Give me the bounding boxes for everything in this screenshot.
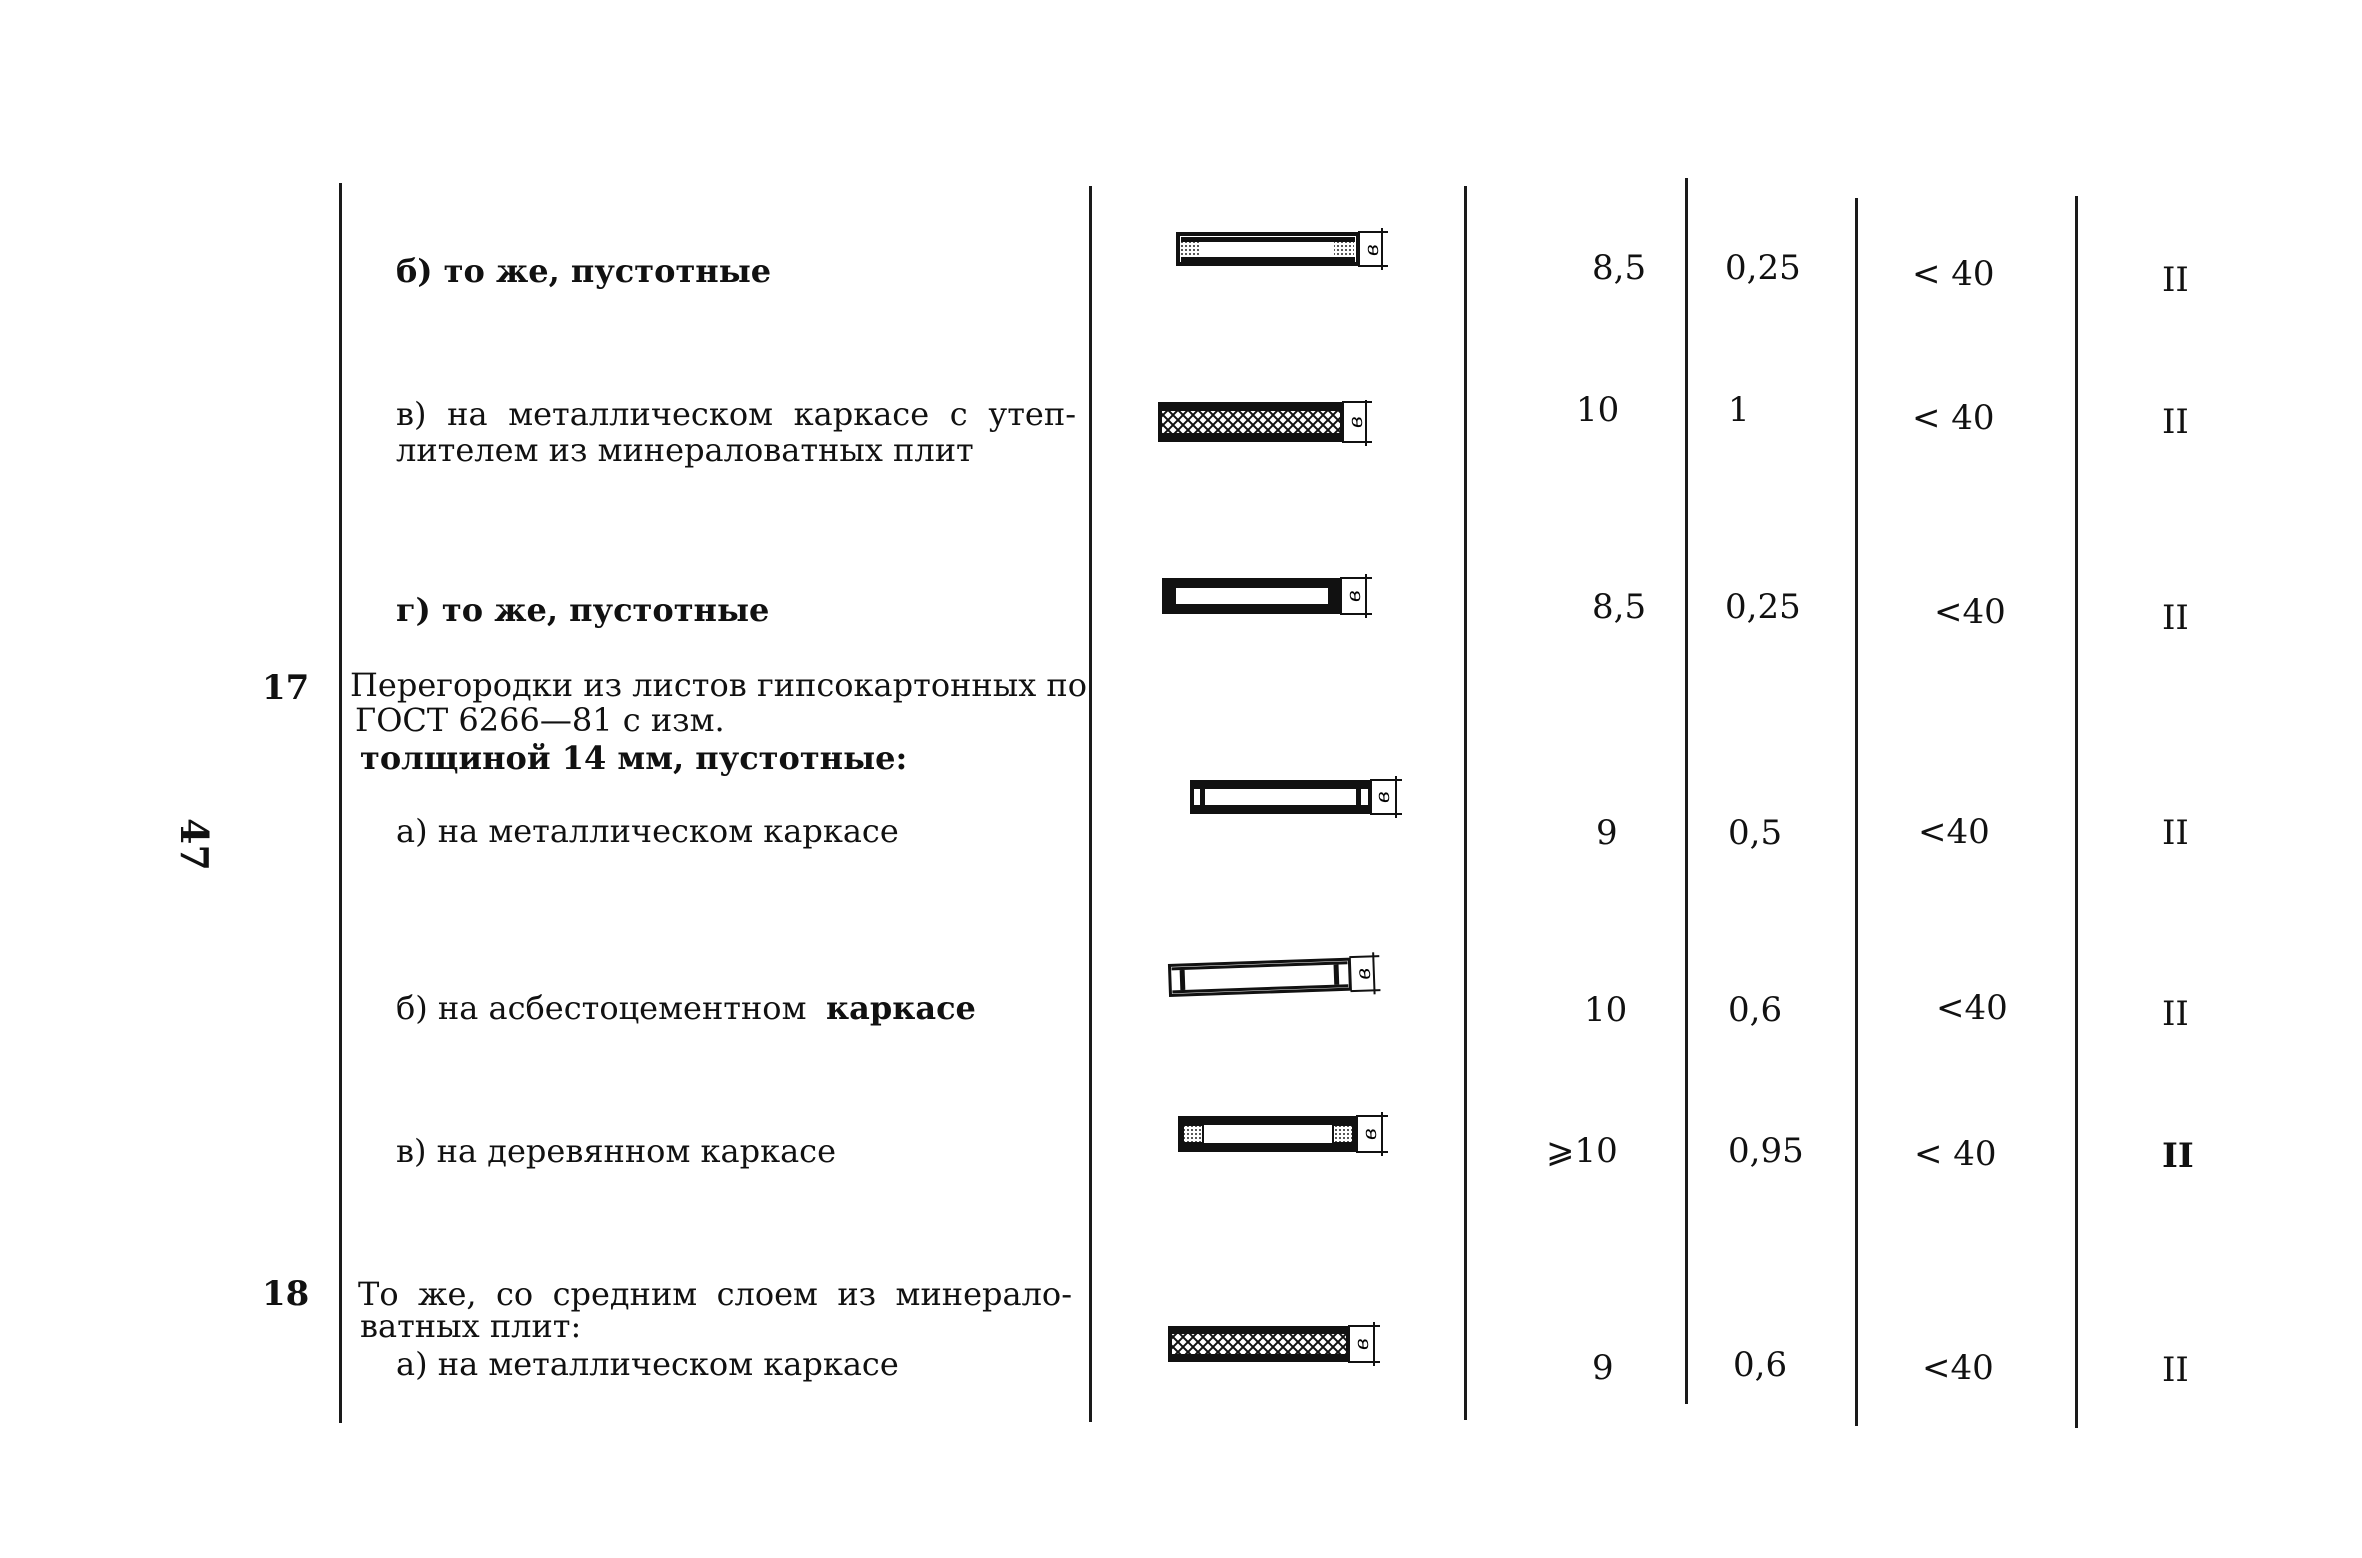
wall-section-hollow-icon	[1168, 952, 1388, 1006]
limit-cell: < 40	[1912, 254, 1995, 294]
wall-section-hollow-icon	[1178, 1112, 1398, 1160]
wall-section-hollow-icon	[1176, 228, 1396, 274]
class-cell: II	[2162, 402, 2189, 442]
coefficient-cell: 0,25	[1725, 587, 1801, 627]
column-divider	[1685, 178, 1688, 1404]
row-description: лителем из минераловатных плит	[396, 431, 974, 469]
row-description: ГОСТ 6266—81 с изм.	[355, 701, 725, 739]
value-cell: 8,5	[1592, 248, 1647, 288]
class-cell: II	[2162, 994, 2189, 1034]
value-cell: 8,5	[1592, 587, 1647, 627]
row-description: Перегородки из листов гипсокартонных по	[350, 666, 1088, 704]
coefficient-cell: 0,5	[1728, 813, 1783, 853]
coefficient-cell: 0,95	[1728, 1131, 1804, 1171]
svg-text:в: в	[1341, 590, 1365, 602]
row-description: толщиной 14 мм, пустотные:	[360, 739, 908, 777]
limit-cell: <40	[1918, 812, 1990, 852]
row-description: в) на деревянном каркасе	[396, 1132, 836, 1170]
limit-cell: < 40	[1912, 398, 1995, 438]
row-description: г) то же, пустотные	[396, 591, 770, 629]
row-description: б) то же, пустотные	[396, 252, 772, 290]
value-cell: 9	[1592, 1348, 1614, 1388]
wall-section-hollow-icon	[1162, 574, 1382, 622]
svg-text:в: в	[1343, 416, 1367, 428]
value-cell: ⩾10	[1546, 1131, 1618, 1171]
column-divider	[2075, 196, 2078, 1428]
limit-cell: <40	[1936, 988, 2008, 1028]
limit-cell: <40	[1934, 592, 2006, 632]
column-divider	[1855, 198, 1858, 1426]
row-description: б) на асбестоцементном	[396, 989, 807, 1027]
wall-section-insulated-icon	[1158, 400, 1378, 448]
coefficient-cell: 1	[1728, 390, 1750, 430]
svg-text:в: в	[1370, 791, 1394, 803]
row-description: а) на металлическом каркасе	[396, 1345, 899, 1383]
class-cell: II	[2162, 1350, 2189, 1390]
row-description: То же, со средним слоем из минерало-	[358, 1275, 1072, 1313]
column-divider	[339, 183, 342, 1423]
coefficient-cell: 0,6	[1733, 1345, 1788, 1385]
row-description: ватных плит:	[360, 1307, 582, 1345]
row-description: каркасе	[826, 989, 976, 1027]
svg-text:в: в	[1349, 1338, 1373, 1350]
value-cell: 10	[1584, 990, 1628, 1030]
row-number: 17	[262, 668, 310, 708]
column-divider	[1464, 186, 1467, 1420]
row-number: 18	[262, 1274, 310, 1314]
wall-section-insulated-icon	[1168, 1322, 1388, 1370]
page-number: 47	[171, 818, 217, 871]
coefficient-cell: 0,6	[1728, 990, 1783, 1030]
svg-text:в: в	[1359, 244, 1383, 256]
row-description: а) на металлическом каркасе	[396, 812, 899, 850]
column-divider	[1089, 186, 1092, 1422]
wall-section-hollow-icon	[1190, 776, 1410, 822]
row-description: в) на металлическом каркасе с утеп-	[396, 395, 1076, 433]
class-cell: II	[2162, 260, 2189, 300]
svg-text:в: в	[1350, 967, 1376, 981]
class-cell: II	[2162, 813, 2189, 853]
class-cell: II	[2162, 1136, 2194, 1176]
value-cell: 10	[1576, 390, 1620, 430]
value-cell: 9	[1596, 813, 1618, 853]
svg-text:в: в	[1357, 1128, 1381, 1140]
limit-cell: < 40	[1914, 1134, 1997, 1174]
limit-cell: <40	[1922, 1348, 1994, 1388]
class-cell: II	[2162, 598, 2189, 638]
coefficient-cell: 0,25	[1725, 248, 1801, 288]
